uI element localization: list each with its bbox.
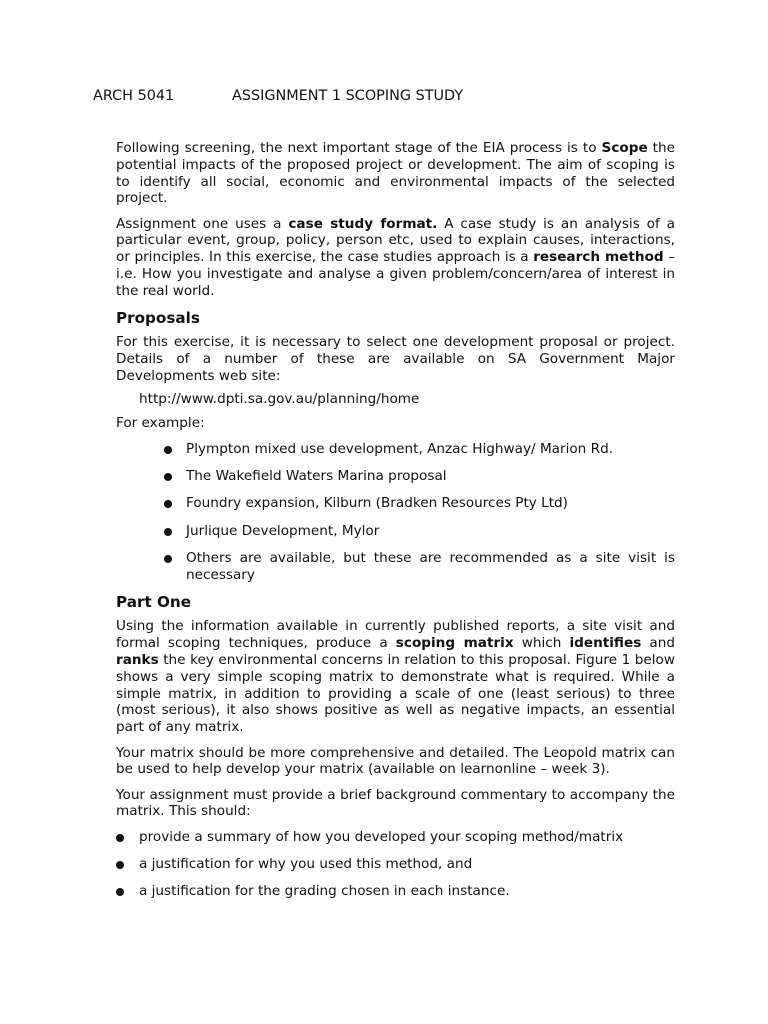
commentary-list	[0, 829, 675, 900]
proposals-paragraph: For this exercise, it is necessary to select one development proposal or project. Details of a number of these are available on SA Government Major Developments web site:	[116, 334, 675, 384]
list-item: Jurlique Development, Mylor	[116, 523, 675, 540]
bullet-icon	[116, 888, 124, 896]
scoping-matrix-emphasis: scoping matrix	[395, 635, 514, 652]
list-item: Foundry expansion, Kilburn (Bradken Resources Pty Ltd)	[116, 495, 675, 512]
course-code: ARCH 5041	[93, 88, 175, 104]
scope-emphasis: Scope	[601, 140, 648, 156]
part-one-paragraph-3: Your assignment must provide a brief background commentary to accompany the matrix. This should:	[116, 786, 675, 820]
list-item: provide a summary of how you developed your scoping method/matrix	[0, 829, 675, 846]
bullet-icon	[164, 528, 172, 536]
part-one-heading: Part One	[116, 593, 192, 612]
list-item: Others are available, but these are recommended as a site visit is necessary	[116, 550, 675, 584]
list-item: a justification for why you used this method, and	[0, 856, 675, 873]
intro-paragraph-2: Assignment one uses a case study format. A case study is an analysis of a particular event, group, policy, person etc, used to explain causes, interactions, or principles. In this exercise, the case studies approach is a research method – i.e. How you investigate and analyse a given problem/concern/area of interest in the real world.	[116, 215, 675, 299]
part-one-paragraph-1: Using the information available in currently published reports, a site visit and formal scoping techniques, produce a scoping matrix which identifies and ranks the key environmental concerns in relation to this proposal. Figure 1 below shows a very simple scoping matrix to demonstrate what is required. While a simple matrix, in addition to providing a scale of one (least serious) to three (most serious), it also shows positive as well as negative impacts, an essential part of any matrix.	[116, 618, 675, 736]
document-header	[93, 87, 463, 105]
research-method-emphasis: research method	[533, 249, 664, 266]
for-example-label: For example:	[116, 415, 205, 432]
list-item: The Wakefield Waters Marina proposal	[116, 468, 675, 485]
assignment-title: ASSIGNMENT 1 SCOPING STUDY	[232, 88, 464, 104]
part-one-paragraph-2: Your matrix should be more comprehensive and detailed. The Leopold matrix can be used to help develop your matrix (available on learnonline – week 3).	[116, 744, 675, 778]
identifies-emphasis: identifies	[569, 635, 642, 652]
proposal-list	[116, 441, 675, 584]
bullet-icon	[164, 473, 172, 481]
bullet-icon	[116, 861, 124, 869]
bullet-icon	[164, 555, 172, 563]
list-item: a justification for the grading chosen in each instance.	[0, 883, 675, 900]
case-study-emphasis: case study format.	[288, 215, 438, 232]
bullet-icon	[164, 500, 172, 508]
list-item: Plympton mixed use development, Anzac Highway/ Marion Rd.	[116, 441, 675, 458]
planning-url: http://www.dpti.sa.gov.au/planning/home	[139, 390, 420, 407]
ranks-emphasis: ranks	[116, 652, 159, 669]
intro-paragraph-1: Following screening, the next important stage of the EIA process is to Scope the potential impacts of the proposed project or development. The aim of scoping is to identify all social, economic and environmental impacts of the selected project.	[116, 140, 675, 207]
bullet-icon	[116, 834, 124, 842]
document-body	[116, 140, 675, 910]
proposals-heading: Proposals	[116, 309, 200, 328]
bullet-icon	[164, 446, 172, 454]
